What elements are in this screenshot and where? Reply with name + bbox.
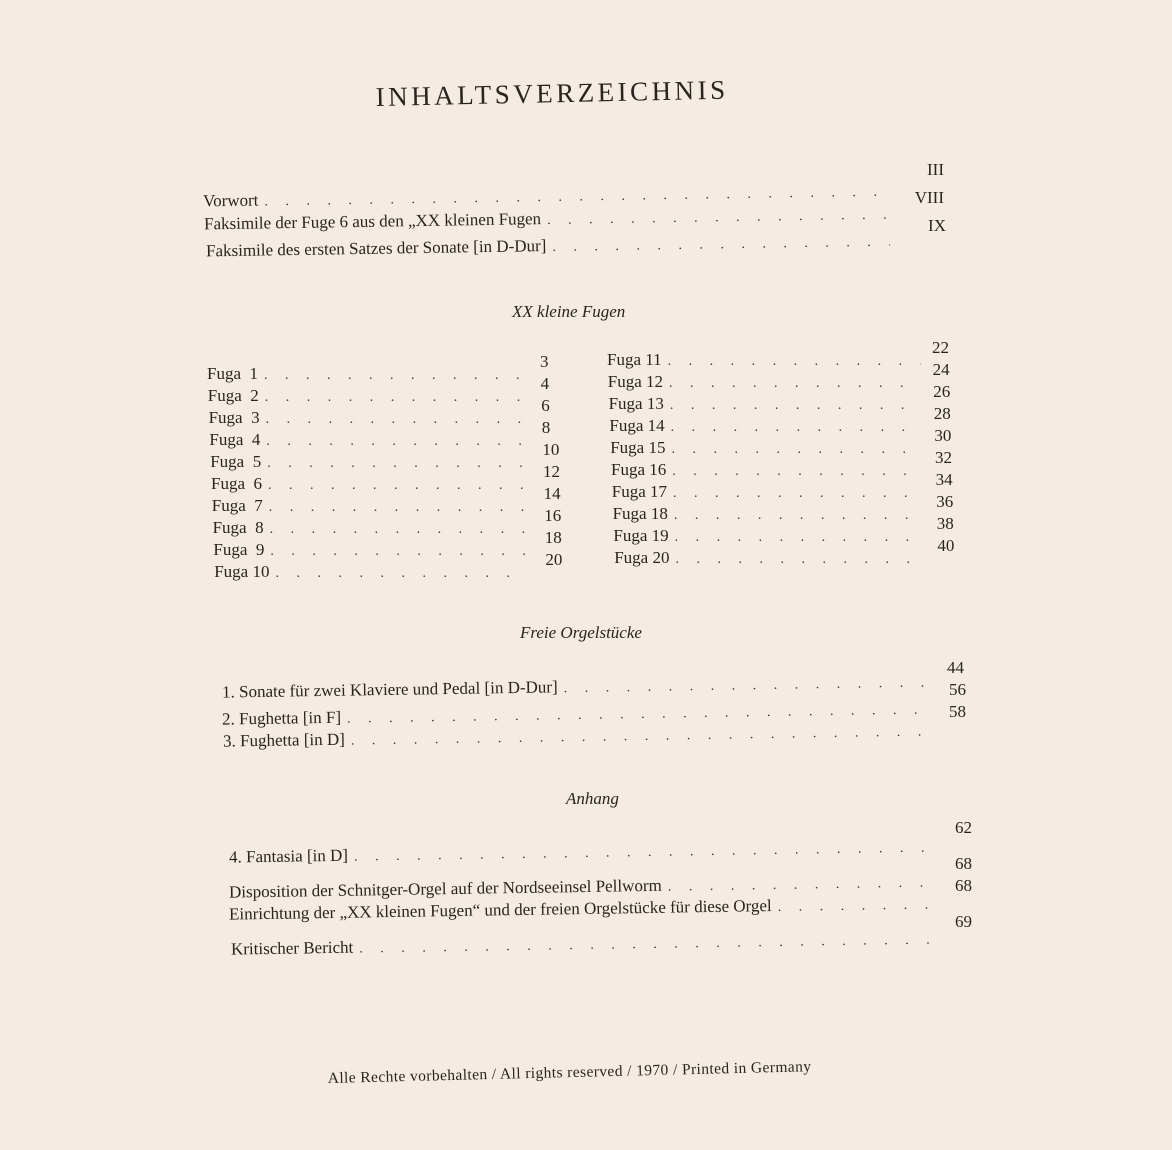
- fuga-page: 4: [540, 374, 550, 393]
- leader-dots: [670, 398, 923, 414]
- fuga-label: Fuga 11: [607, 350, 662, 369]
- leader-dots: [268, 478, 523, 494]
- fuga-entry: [209, 408, 527, 428]
- fuga-entry: [212, 496, 530, 516]
- entry-page: VIII: [914, 188, 944, 207]
- fuga-page: 36: [936, 492, 954, 511]
- fuga-entry: [608, 372, 928, 392]
- fuga-label: Fuga 5: [210, 452, 262, 471]
- entry-page: 68: [955, 876, 972, 895]
- fuga-page: 22: [932, 338, 949, 357]
- leader-dots: [266, 434, 521, 450]
- fuga-page: 34: [935, 470, 953, 489]
- fuga-label: Fuga 1: [207, 364, 258, 383]
- entry-page: 58: [949, 702, 966, 721]
- fuga-label: Fuga 7: [211, 496, 263, 515]
- leader-dots: [264, 368, 519, 384]
- fuga-entry: [610, 438, 930, 458]
- fuga-label: Fuga 3: [208, 408, 260, 427]
- fuga-entry: [613, 526, 933, 546]
- entry-label: 1. Sonate für zwei Klaviere und Pedal [in D-Dur]: [221, 677, 558, 702]
- entry-label: Disposition der Schnitger-Orgel auf der Nordseeinsel Pellworm: [228, 875, 662, 902]
- section-heading-fugen: XX kleine Fugen: [512, 302, 626, 321]
- leader-dots: [669, 376, 922, 392]
- fuga-label: Fuga 2: [207, 386, 259, 405]
- leader-dots: [269, 500, 524, 516]
- fuga-page: 18: [544, 528, 562, 547]
- entry-label: Einrichtung der „XX kleinen Fugen“ und der freien Orgelstücke für diese Orgel: [228, 896, 772, 924]
- fuga-label: Fuga 17: [611, 482, 668, 501]
- fuga-entry: [213, 518, 531, 538]
- leader-dots: [359, 933, 935, 958]
- toc-entry: [222, 671, 932, 702]
- entry-label: Faksimile des ersten Satzes der Sonate [in D-Dur]: [205, 236, 547, 261]
- fuga-label: Fuga 20: [614, 548, 670, 567]
- leader-dots: [270, 522, 525, 538]
- fuga-page: 30: [934, 426, 952, 445]
- page-title: INHALTSVERZEICHNIS: [375, 74, 729, 113]
- leader-dots: [266, 412, 521, 428]
- fuga-page: 14: [543, 484, 561, 503]
- leader-dots: [547, 208, 888, 229]
- fuga-entry: [211, 474, 529, 494]
- fuga-label: Fuga 4: [209, 430, 261, 449]
- fuga-page: 20: [545, 550, 563, 569]
- fuga-page: 8: [541, 418, 551, 437]
- fuga-entry: [210, 452, 528, 472]
- fuga-label: Fuga 14: [609, 416, 665, 435]
- leader-dots: [672, 464, 925, 480]
- fuga-page: 32: [935, 448, 952, 467]
- fuga-page: 6: [541, 396, 550, 415]
- fuga-page: 10: [542, 440, 560, 459]
- entry-page: 44: [947, 658, 964, 677]
- leader-dots: [674, 508, 927, 524]
- fuga-label: Fuga 18: [612, 504, 668, 523]
- fuga-label: Fuga 12: [607, 372, 664, 391]
- section-heading-anhang: Anhang: [566, 789, 619, 808]
- entry-page: 69: [955, 912, 972, 931]
- leader-dots: [673, 486, 926, 502]
- fuga-label: Fuga 10: [214, 562, 270, 581]
- entry-label: 4. Fantasia [in D]: [228, 845, 349, 867]
- leader-dots: [270, 544, 525, 560]
- fuga-page: 16: [544, 506, 562, 525]
- fuga-page: 38: [936, 514, 954, 533]
- leader-dots: [351, 725, 927, 750]
- fuga-page: 40: [937, 536, 955, 555]
- leader-dots: [668, 876, 933, 896]
- leader-dots: [267, 456, 522, 472]
- leader-dots: [778, 898, 933, 916]
- entry-page: 68: [955, 854, 972, 873]
- fuga-label: Fuga 6: [211, 474, 262, 493]
- fuga-label: Fuga 16: [611, 460, 667, 479]
- leader-dots: [675, 530, 928, 546]
- fuga-label: Fuga 8: [212, 518, 264, 537]
- toc-entry: [206, 231, 896, 262]
- entry-page: IX: [928, 216, 946, 235]
- fuga-entry: [209, 430, 527, 450]
- fuga-label: Fuga 9: [213, 540, 265, 559]
- fuga-entry: [214, 562, 532, 582]
- fuga-entry: [612, 482, 932, 502]
- fuga-label: Fuga 13: [608, 394, 664, 413]
- entry-page: 62: [955, 818, 972, 837]
- leader-dots: [564, 676, 927, 698]
- fuga-entry: [213, 540, 531, 560]
- leader-dots: [275, 566, 526, 582]
- fuga-entry: [611, 460, 931, 480]
- leader-dots: [671, 420, 924, 436]
- fuga-page: 3: [540, 352, 549, 371]
- fuga-entry: [609, 416, 929, 436]
- fuga-entry: [208, 386, 526, 406]
- fuga-entry: [207, 364, 525, 384]
- fuga-entry: [613, 504, 933, 524]
- leader-dots: [265, 390, 520, 406]
- fuga-entry: [614, 548, 934, 568]
- leader-dots: [671, 442, 924, 458]
- entry-label: Vorwort: [202, 190, 259, 211]
- fuga-entry: [607, 350, 927, 370]
- fuga-page: 26: [933, 382, 951, 401]
- fuga-page: 12: [543, 462, 560, 481]
- toc-entry: [231, 928, 941, 959]
- leader-dots: [552, 235, 890, 256]
- section-heading-freie: Freie Orgelstücke: [520, 623, 642, 642]
- fuga-label: Fuga 19: [613, 526, 669, 545]
- fuga-page: 24: [932, 360, 950, 379]
- leader-dots: [354, 841, 933, 866]
- fuga-entry: [609, 394, 929, 414]
- toc-entry: [229, 836, 939, 867]
- leader-dots: [668, 354, 921, 370]
- copyright-footer: Alle Rechte vorbehalten / All rights reserved / 1970 / Printed in Germany: [327, 1058, 812, 1088]
- leader-dots: [675, 552, 928, 568]
- entry-page: 56: [949, 680, 966, 699]
- entry-label: Faksimile der Fuge 6 aus den „XX kleinen Fugen: [203, 209, 542, 234]
- entry-label: 2. Fughetta [in F]: [221, 707, 342, 729]
- entry-page: III: [927, 160, 944, 179]
- fuga-label: Fuga 15: [610, 438, 666, 457]
- fuga-page: 28: [933, 404, 951, 423]
- entry-label: Kritischer Bericht: [230, 937, 354, 959]
- entry-label: 3. Fughetta [in D]: [222, 729, 345, 751]
